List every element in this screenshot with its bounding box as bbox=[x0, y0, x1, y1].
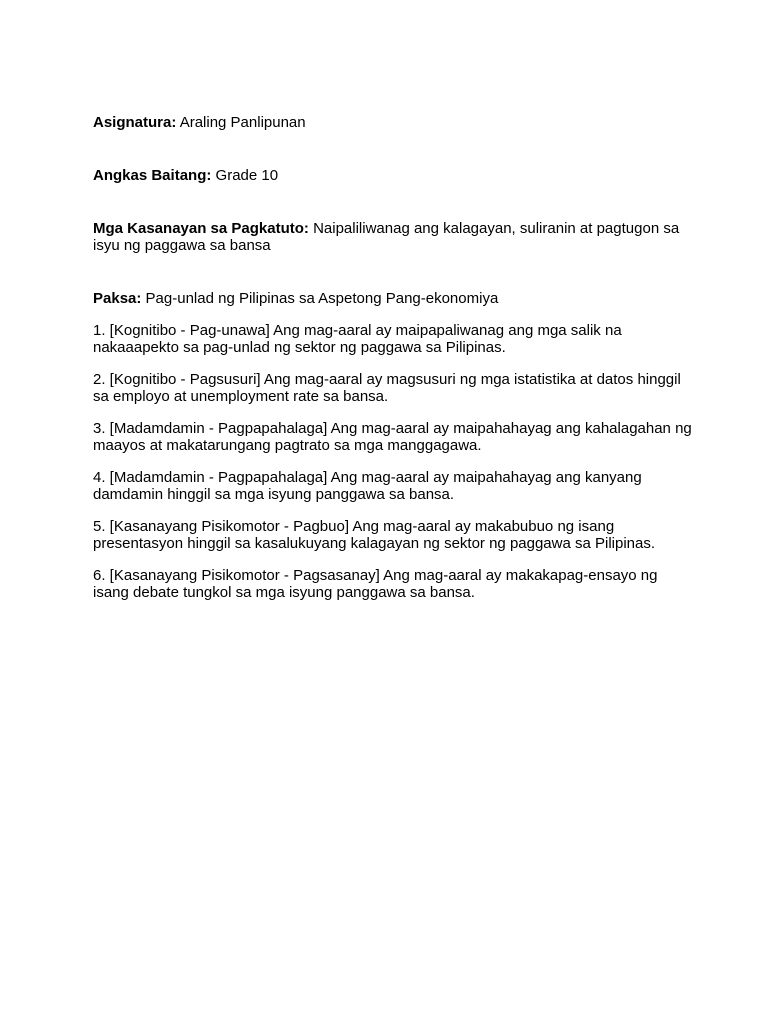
grade-level-field bbox=[93, 167, 693, 184]
topic-field bbox=[93, 290, 693, 307]
learning-competency-field bbox=[93, 220, 693, 254]
objective-item: 2. [Kognitibo - Pagsusuri] Ang mag-aaral ay magsusuri ng mga istatistika at datos hinggil sa employo at unemployment rate sa bansa. bbox=[93, 371, 681, 405]
objective-item: 5. [Kasanayang Pisikomotor - Pagbuo] Ang mag-aaral ay makabubuo ng isang presentasyon hinggil sa kasalukuyang kalagayan ng sektor ng paggawa sa Pilipinas. bbox=[93, 518, 656, 552]
grade-level-label: Angkas Baitang: bbox=[93, 167, 212, 184]
topic-value: Pag-unlad ng Pilipinas sa Aspetong Pang-ekonomiya bbox=[145, 290, 499, 307]
topic-label: Paksa: bbox=[93, 290, 142, 307]
learning-competency-label: Mga Kasanayan sa Pagkatuto: bbox=[93, 220, 309, 237]
learning-competency-value: Naipaliliwanag ang kalagayan, suliranin at pagtugon sa isyu ng paggawa sa bansa bbox=[93, 220, 680, 254]
objectives-list bbox=[93, 322, 693, 601]
objective-item: 1. [Kognitibo - Pag-unawa] Ang mag-aaral ay maipapaliwanag ang mga salik na nakaaapekto sa pag-unlad ng sektor ng paggawa sa Pilipinas. bbox=[93, 322, 622, 356]
document-body bbox=[93, 114, 693, 616]
subject-value: Araling Panlipunan bbox=[179, 114, 306, 131]
subject-field bbox=[93, 114, 693, 131]
subject-label: Asignatura: bbox=[93, 114, 177, 131]
objective-item: 6. [Kasanayang Pisikomotor - Pagsasanay] Ang mag-aaral ay makakapag-ensayo ng isang debate tungkol sa mga isyung panggawa sa bansa. bbox=[93, 567, 658, 601]
objective-item: 4. [Madamdamin - Pagpapahalaga] Ang mag-aaral ay maipahahayag ang kanyang damdamin hinggil sa mga isyung panggawa sa bansa. bbox=[93, 469, 642, 503]
objective-item: 3. [Madamdamin - Pagpapahalaga] Ang mag-aaral ay maipahahayag ang kahalagahan ng maayos at makatarungang pagtrato sa mga manggagawa. bbox=[93, 420, 692, 454]
grade-level-value: Grade 10 bbox=[215, 167, 279, 184]
